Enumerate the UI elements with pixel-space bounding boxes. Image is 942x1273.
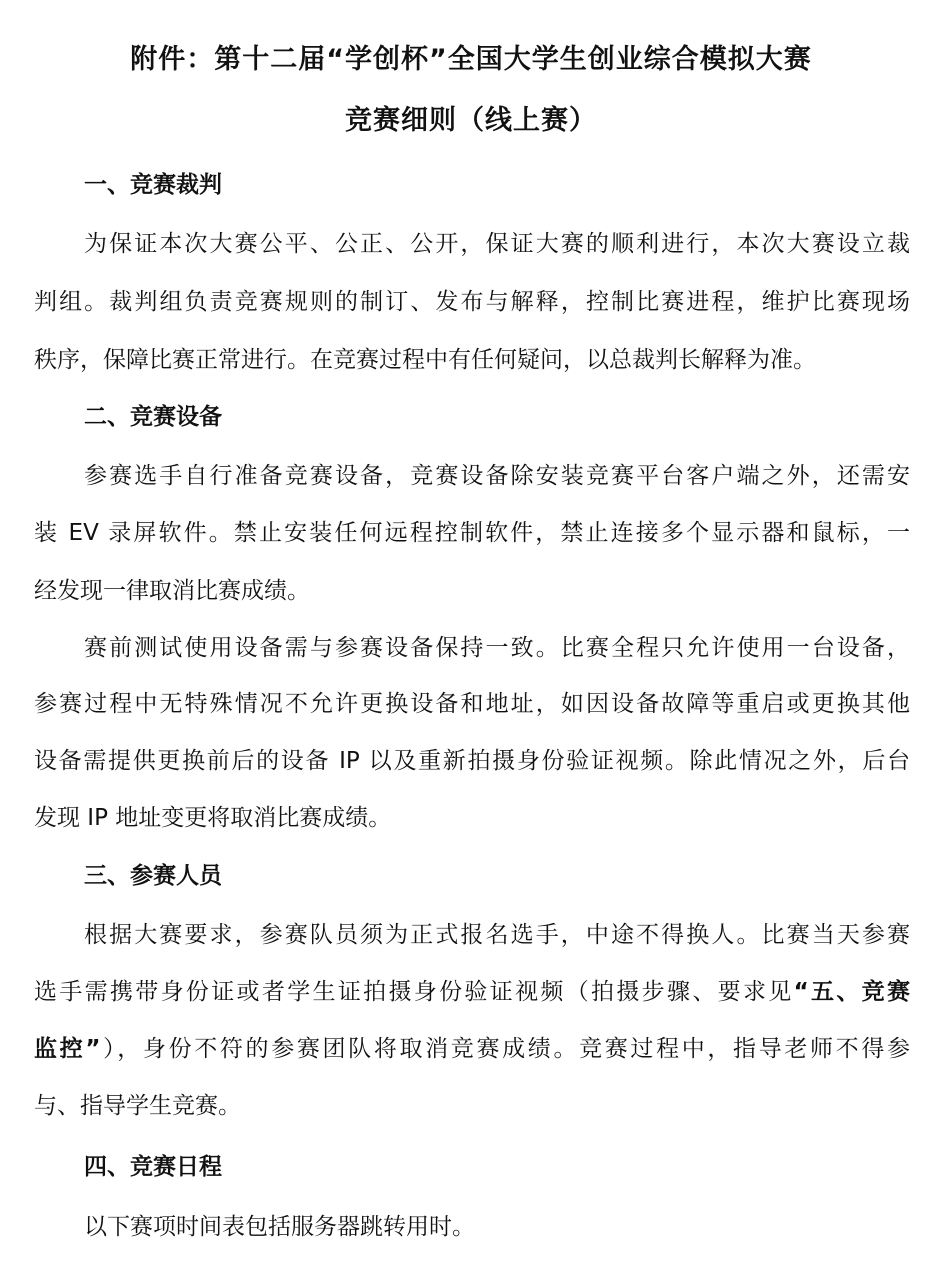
paragraph-line: 与、指导学生竞赛。 bbox=[34, 1093, 241, 1119]
section-heading-equipment: 二、竞赛设备 bbox=[84, 404, 222, 430]
paragraph-line: 赛前测试使用设备需与参赛设备保持一致。比赛全程只允许使用一台设备， bbox=[84, 635, 910, 661]
cross-reference: “五、竞赛 bbox=[793, 979, 911, 1005]
paragraph-line: 经发现一律取消比赛成绩。 bbox=[34, 578, 310, 604]
section-heading-referee: 一、竞赛裁判 bbox=[84, 172, 222, 198]
document-subtitle: 竞赛细则（线上赛） bbox=[345, 105, 597, 136]
paragraph-text: 选手需携带身份证或者学生证拍摄身份验证视频（拍摄步骤、要求见 bbox=[34, 979, 794, 1005]
section-heading-participants: 三、参赛人员 bbox=[84, 863, 222, 889]
paragraph-line: 设备需提供更换前后的设备 IP 以及重新拍摄身份验证视频。除此情况之外，后台 bbox=[34, 748, 910, 774]
paragraph-line: 装 EV 录屏软件。禁止安装任何远程控制软件，禁止连接多个显示器和鼠标，一 bbox=[34, 520, 910, 546]
paragraph-line: 判组。裁判组负责竞赛规则的制订、发布与解释，控制比赛进程，维护比赛现场 bbox=[34, 289, 910, 315]
paragraph-line bbox=[34, 1034, 910, 1064]
paragraph-line: 发现 IP 地址变更将取消比赛成绩。 bbox=[34, 805, 392, 831]
section-heading-schedule: 四、竞赛日程 bbox=[84, 1154, 222, 1180]
paragraph-line: 参赛过程中无特殊情况不允许更换设备和地址，如因设备故障等重启或更换其他 bbox=[34, 691, 910, 717]
cross-reference: 监控” bbox=[34, 1036, 101, 1062]
paragraph-line: 以下赛项时间表包括服务器跳转用时。 bbox=[84, 1214, 475, 1240]
paragraph-line: 参赛选手自行准备竞赛设备，竞赛设备除安装竞赛平台客户端之外，还需安 bbox=[84, 463, 910, 489]
paragraph-line: 秩序，保障比赛正常进行。在竞赛过程中有任何疑问，以总裁判长解释为准。 bbox=[34, 347, 816, 373]
document-title: 附件：第十二届“学创杯”全国大学生创业综合模拟大赛 bbox=[130, 44, 812, 75]
paragraph-text: ），身份不符的参赛团队将取消竞赛成绩。竞赛过程中，指导老师不得参 bbox=[100, 1036, 910, 1062]
paragraph-line bbox=[34, 977, 910, 1007]
paragraph-line: 为保证本次大赛公平、公正、公开，保证大赛的顺利进行，本次大赛设立裁 bbox=[84, 231, 910, 257]
paragraph-line: 根据大赛要求，参赛队员须为正式报名选手，中途不得换人。比赛当天参赛 bbox=[84, 922, 910, 948]
